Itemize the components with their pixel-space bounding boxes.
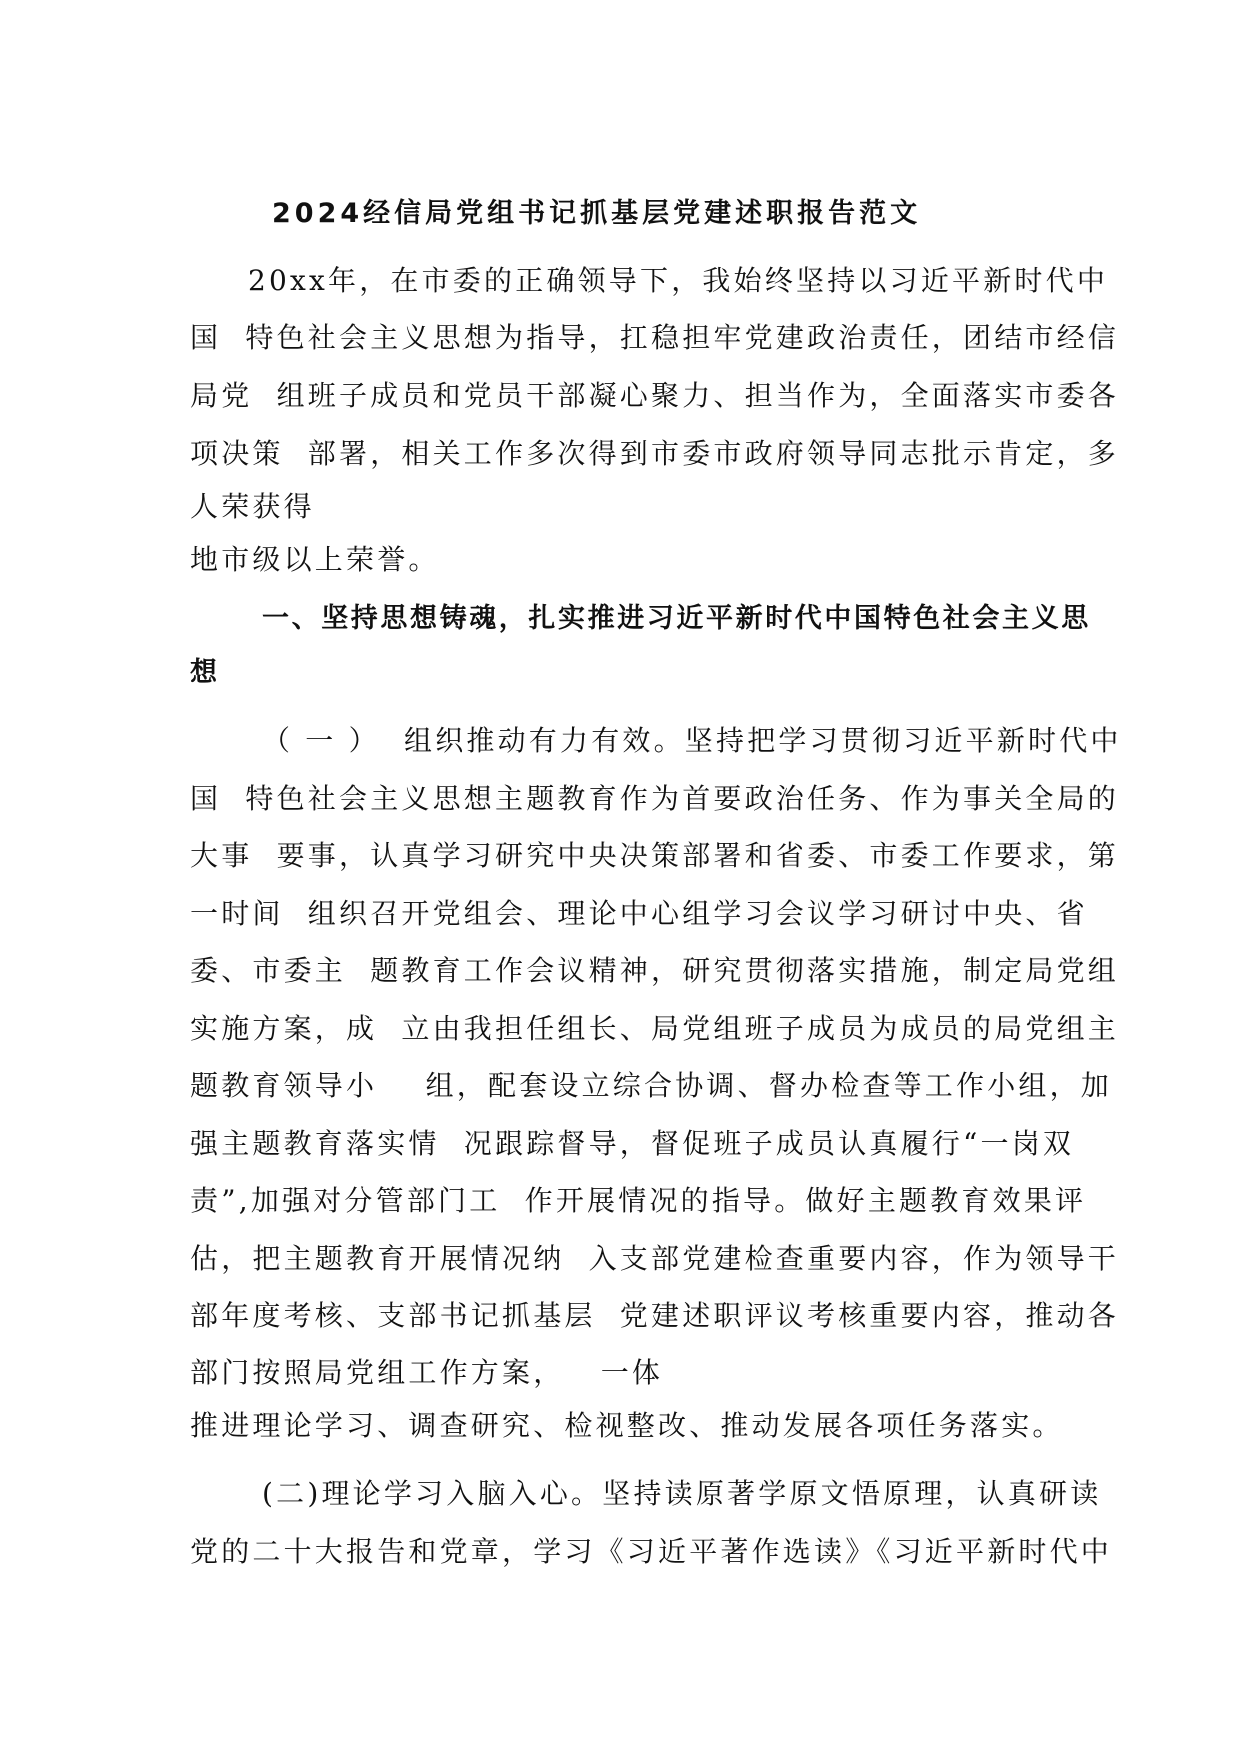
text-line: 大事 要事，认真学习研究中央决策部署和省委、市委工作要求，第 — [190, 839, 1120, 872]
heading-line: 想 — [190, 657, 220, 688]
text-line: 党的二十大报告和党章，学习《习近平著作选读》《习近平新时代中 — [190, 1535, 1113, 1568]
text-line: 部年度考核、支部书记抓基层 党建述职评议考核重要内容，推动各 — [190, 1299, 1120, 1332]
text-line: 国 特色社会主义思想主题教育作为首要政治任务、作为事关全局的 — [190, 782, 1120, 815]
text-line: 局党 组班子成员和党员干部凝心聚力、担当作为，全面落实市委各 — [190, 379, 1120, 412]
text-line: 责”,加强对分管部门工 作开展情况的指导。做好主题教育效果评 — [190, 1184, 1087, 1217]
document-title: 2024经信局党组书记抓基层党建述职报告范文 — [272, 198, 922, 229]
text-line: 题教育领导小 组，配套设立综合协调、督办检查等工作小组，加 — [190, 1069, 1113, 1102]
text-line: 强主题教育落实情 况跟踪督导，督促班子成员认真履行“一岗双 — [190, 1127, 1075, 1160]
text-line: 推进理论学习、调查研究、检视整改、推动发展各项任务落实。 — [190, 1409, 1064, 1442]
text-line: 国 特色社会主义思想为指导，扛稳担牢党建政治责任，团结市经信 — [190, 321, 1120, 354]
text-line: 一时间 组织召开党组会、理论中心组学习会议学习研讨中央、省 — [190, 897, 1088, 930]
text-line: 委、市委主 题教育工作会议精神，研究贯彻落实措施，制定局党组 — [190, 954, 1120, 987]
text-line: （ 一 ） 组织推动有力有效。坚持把学习贯彻习近平新时代中 — [262, 724, 1122, 757]
text-line: 实施方案，成 立由我担任组长、局党组班子成员为成员的局党组主 — [190, 1012, 1120, 1045]
heading-line: 一、坚持思想铸魂，扎实推进习近平新时代中国特色社会主义思 — [262, 603, 1091, 634]
text-line: (二)理论学习入脑入心。坚持读原著学原文悟原理，认真研读 — [262, 1477, 1102, 1510]
text-line: 人荣获得 — [190, 490, 315, 523]
text-line: 估，把主题教育开展情况纳 入支部党建检查重要内容，作为领导干 — [190, 1242, 1120, 1275]
text-line: 20xx年，在市委的正确领导下，我始终坚持以习近平新时代中 — [248, 264, 1109, 297]
text-line: 项决策 部署，相关工作多次得到市委市政府领导同志批示肯定，多 — [190, 437, 1120, 470]
text-line: 部门按照局党组工作方案， 一体 — [190, 1356, 664, 1389]
text-line: 地市级以上荣誉。 — [190, 543, 440, 576]
